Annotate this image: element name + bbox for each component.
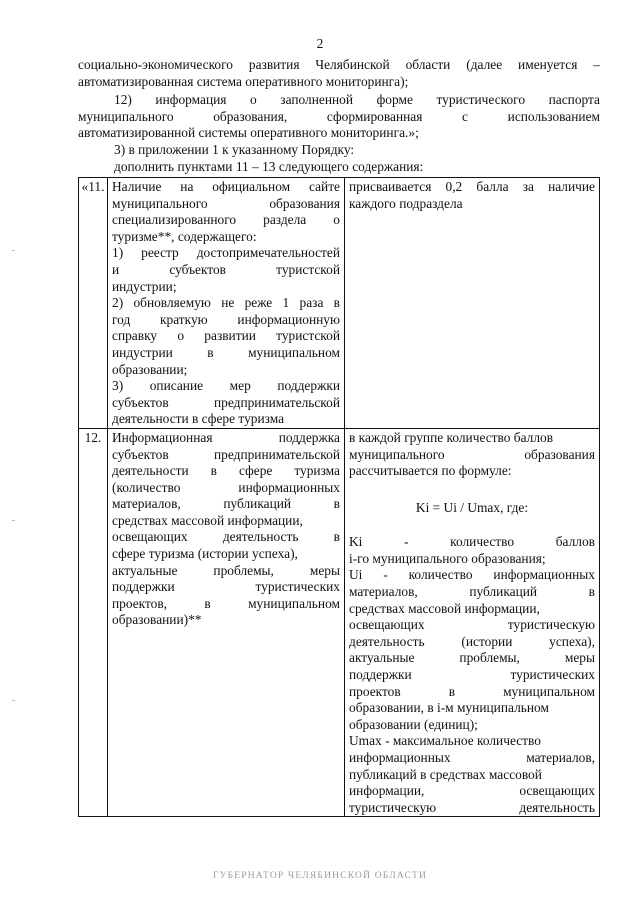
cell-line: субъектов предпринимательской [112, 446, 340, 462]
cell-line: год краткую информационную [112, 311, 340, 327]
cell-line: проектов в муниципальном [349, 683, 595, 699]
cell-line: индустрии; [112, 278, 177, 294]
cell-line: публикаций в средствах массовой [349, 766, 542, 782]
page-number: 2 [316, 36, 324, 51]
cell-line: проектов, в муниципальном [112, 595, 340, 611]
item-3-line: 3) в приложении 1 к указанному Порядку: [114, 142, 355, 157]
cell-line: Информационная поддержка [112, 429, 340, 445]
cell-line: актуальные проблемы, меры [349, 650, 595, 666]
cell-line: Наличие на официальном сайте [112, 179, 340, 194]
cell-line: информационных материалов, [349, 750, 595, 765]
formula: Ki = Ui / Umax, где: [415, 499, 529, 515]
supplement-line: дополнить пунктами 11 – 13 следующего содержания: [114, 158, 424, 174]
cell-line: туристическую деятельность [349, 799, 595, 815]
cell-line: образовании; [112, 361, 188, 377]
cell-line: Umax - максимальное количество [349, 733, 541, 749]
cell-line: Ki - количество баллов [349, 534, 595, 550]
cell-line: Ui - количество информационных [349, 567, 595, 583]
cell-line: муниципального образования [112, 195, 340, 211]
cell-line: актуальные проблемы, меры [112, 562, 340, 578]
table-row [79, 428, 600, 816]
cell-line: средствах массовой информации, [112, 512, 303, 528]
scoring-cell [345, 428, 600, 816]
criterion-cell [108, 178, 345, 429]
intro-paragraph [78, 57, 600, 90]
cell-line: 2) обновляемую не реже 1 раза в [112, 295, 340, 311]
cell-line: субъектов предпринимательской [112, 394, 340, 410]
item-3-paragraph [78, 142, 600, 175]
cell-line: деятельности в сфере туризма [112, 463, 340, 479]
cell-line: образовании (единиц); [349, 716, 478, 732]
scan-mark [12, 520, 15, 521]
cell-line: (количество информационных [112, 479, 340, 495]
cell-line: муниципального образования [349, 446, 595, 462]
scoring-cell [345, 178, 600, 429]
item-12-paragraph [78, 92, 600, 142]
cell-line: и субъектов туристской [112, 261, 340, 277]
cell-line: средствах массовой информации, [349, 600, 540, 616]
cell-line: специализированного раздела о [112, 212, 340, 228]
cell-line: информации, освещающих [349, 783, 595, 799]
criterion-cell [108, 428, 345, 816]
cell-line: образовании, в i-м муниципальном [349, 700, 549, 716]
cell-line: 3) описание мер поддержки [112, 378, 340, 394]
item-12-line: 12) информация о заполненной форме туристического паспорта [114, 92, 600, 107]
cell-line: справку о развитии туристской [112, 328, 340, 344]
intro-line: социально-экономического развития Челябинской области (далее именуется – [78, 57, 600, 72]
scan-mark [12, 700, 15, 701]
cell-line: 1) реестр достопримечательностей [112, 245, 340, 261]
item-12-line: автоматизированной системы оперативного мониторинга.»; [78, 125, 419, 141]
cell-line: в каждой группе количество баллов [349, 429, 554, 445]
scan-mark [12, 250, 15, 251]
table-row [79, 178, 600, 429]
cell-line: материалов, публикаций в [349, 584, 595, 600]
row-number: «11. [79, 178, 108, 429]
intro-line: автоматизированная система оперативного мониторинга); [78, 73, 409, 89]
cell-line: присваивается 0,2 балла за наличие [349, 179, 595, 194]
row-number: 12. [79, 428, 108, 816]
cell-line: образовании)** [112, 612, 202, 628]
cell-line: рассчитывается по формуле: [349, 463, 512, 479]
cell-line: i-го муниципального образования; [349, 550, 546, 566]
cell-line: освещающих деятельность в [112, 529, 340, 545]
footer-text: ГУБЕРНАТОР ЧЕЛЯБИНСКОЙ ОБЛАСТИ [212, 871, 428, 881]
cell-line: материалов, публикаций в [112, 496, 340, 512]
cell-line: деятельность (истории успеха), [349, 633, 595, 649]
cell-line: туризме**, содержащего: [112, 228, 257, 244]
cell-line: индустрии в муниципальном [112, 344, 340, 360]
item-12-line: муниципального образования, сформированная с использованием [78, 108, 600, 124]
cell-line: каждого подраздела [349, 195, 463, 211]
cell-line: поддержки туристических [112, 579, 340, 595]
cell-line: поддержки туристических [349, 667, 595, 683]
cell-line: освещающих туристическую [349, 617, 595, 633]
cell-line: деятельности в сфере туризма [112, 411, 285, 427]
criteria-table [78, 177, 600, 817]
cell-line: сфере туризма (истории успеха), [112, 546, 298, 562]
